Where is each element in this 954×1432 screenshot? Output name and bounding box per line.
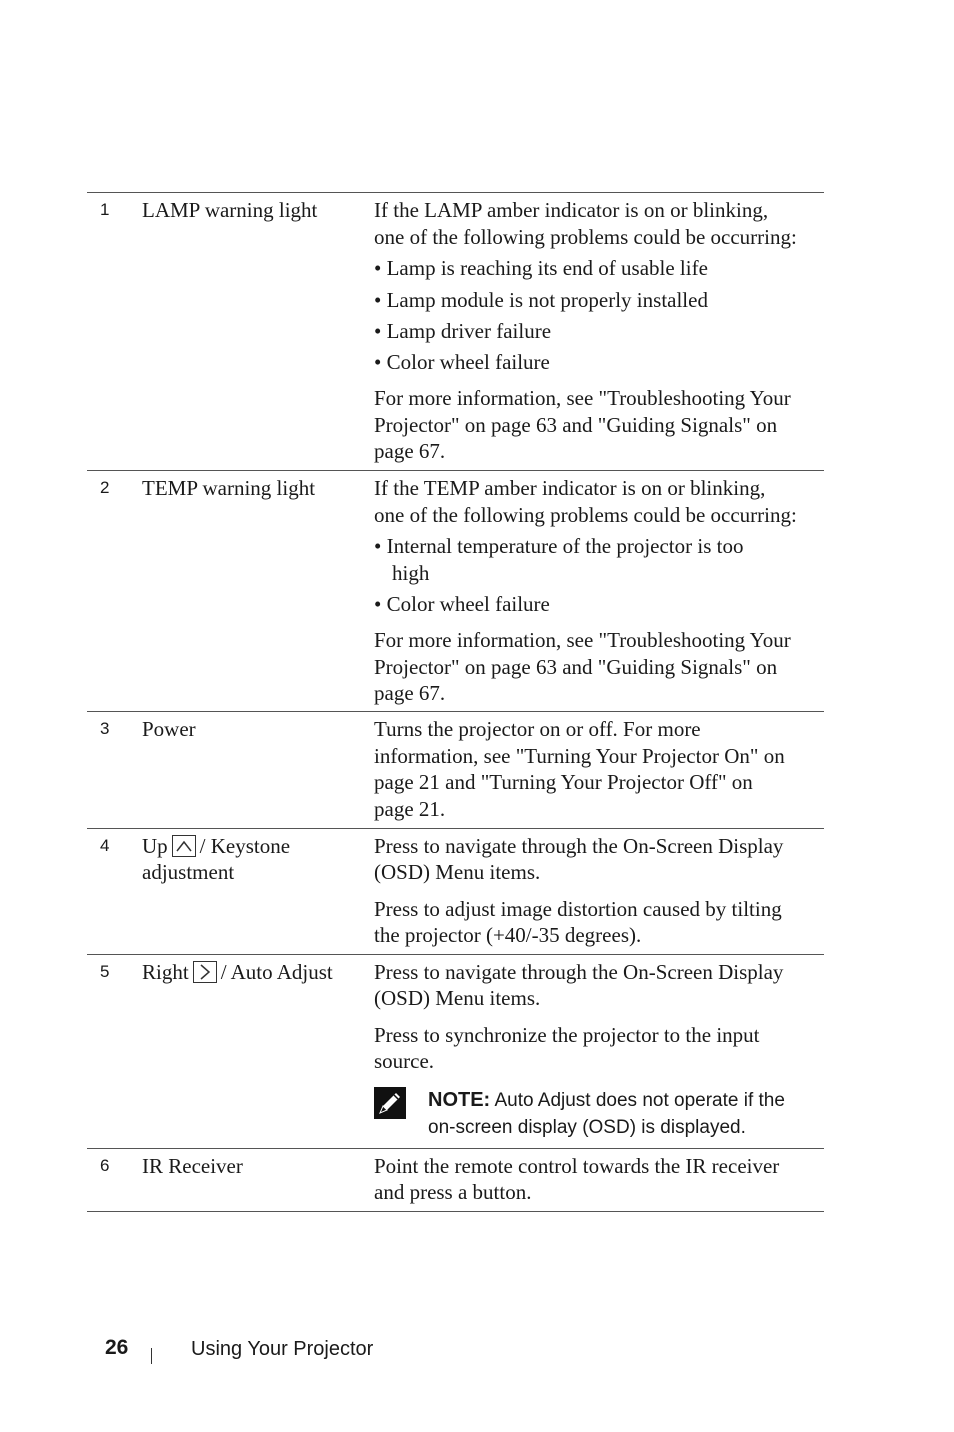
list-item-continuation: high [392, 561, 430, 585]
indicator-table [87, 192, 824, 1212]
right-arrow-key-icon [193, 961, 217, 983]
row-number: 4 [100, 836, 110, 855]
row-label: LAMP warning light [142, 198, 318, 222]
list-item: • Lamp module is not properly installed [374, 288, 708, 312]
list-item: • Lamp is reaching its end of usable life [374, 256, 708, 280]
row-number: 3 [100, 719, 110, 738]
row-number: 6 [100, 1156, 110, 1175]
footer-divider [151, 1348, 152, 1364]
list-item: • Color wheel failure [374, 592, 550, 616]
row-number: 5 [100, 962, 110, 981]
note-pencil-icon [374, 1087, 406, 1119]
page-number: 26 [105, 1336, 129, 1359]
row-label: TEMP warning light [142, 476, 316, 500]
table-row: 5 Right / Auto Adjust Press to navigate through the On-Screen Display (OSD) Menu items. Press to synchronize the projector to the input source. NOTE: Auto Adjust does not operate if the on-screen display (OSD) is displayed. [87, 954, 824, 1148]
row-label: IR Receiver [142, 1154, 243, 1178]
row-label: Right / Auto Adjust [142, 960, 333, 984]
table-row: 2 TEMP warning light If the TEMP amber indicator is on or blinking, one of the following problems could be occurring: • Internal temperature of the projector is too high • Color wheel failure For more information, see "Troubleshooting Your Projector" on page 63 and "Guiding Signals" on page 67. [87, 470, 824, 711]
table-row: 1 LAMP warning light If the LAMP amber indicator is on or blinking, one of the following problems could be occurring: • Lamp is reaching its end of usable life • Lamp module is not properly installed • Lamp driver failure • Color wheel failure For more information, see "Troubleshooting Your Projector" on page 63 and "Guiding Signals" on page 67. [100, 198, 797, 463]
list-item: • Color wheel failure [374, 350, 550, 374]
row-number: 2 [100, 478, 110, 497]
row-label: Power [142, 717, 196, 741]
note-callout: NOTE: Auto Adjust does not operate if the on-screen display (OSD) is displayed. [428, 1089, 785, 1138]
row-number: 1 [100, 200, 110, 219]
table-row: 6 IR Receiver Point the remote control towards the IR receiver and press a button. [87, 1148, 824, 1211]
row-label: Up / Keystone adjustment [142, 834, 291, 884]
section-title: Using Your Projector [191, 1338, 374, 1360]
table-row: 4 Up / Keystone adjustment Press to navigate through the On-Screen Display (OSD) Menu items. Press to adjust image distortion caused by tilting the projector (+40/-35 degrees). [87, 828, 824, 954]
list-item: • Lamp driver failure [374, 319, 552, 343]
list-item: • Internal temperature of the projector is too [374, 534, 744, 558]
table-row: 3 Power Turns the projector on or off. For more information, see "Turning Your Projector On" on page 21 and "Turning Your Projector Off" on page 21. [87, 711, 824, 828]
up-arrow-key-icon [172, 835, 196, 857]
